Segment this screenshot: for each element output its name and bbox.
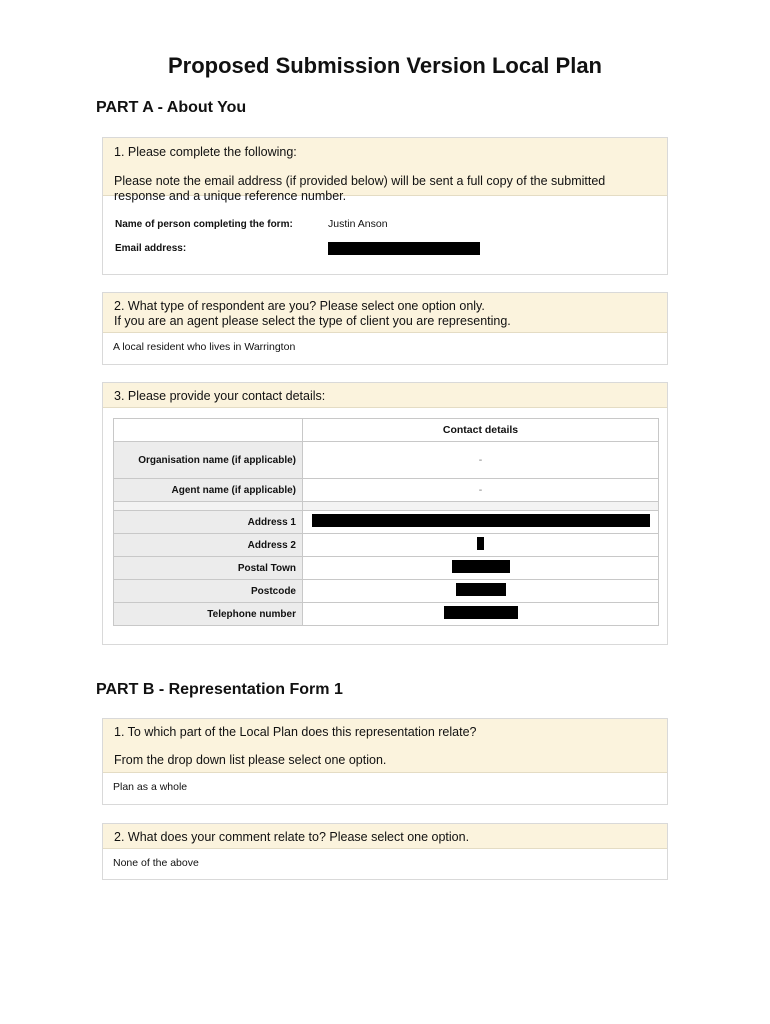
part-a-q1-panel xyxy=(102,137,668,275)
contact-details-header: Contact details xyxy=(303,419,659,442)
part-a-q2-answer: A local resident who lives in Warrington xyxy=(113,341,296,353)
part-b-q1-header xyxy=(103,719,667,773)
email-label: Email address: xyxy=(115,242,187,254)
address2-label: Address 2 xyxy=(114,534,303,557)
name-row xyxy=(103,212,667,236)
email-row xyxy=(103,236,667,260)
part-b-q2-header xyxy=(103,824,667,849)
postcode-redaction xyxy=(456,583,506,596)
part-b-q2-panel xyxy=(102,823,668,880)
organisation-value: - xyxy=(303,442,659,479)
part-a-q2-question-line2: If you are an agent please select the type of client you are representing. xyxy=(114,314,511,328)
postcode-label: Postcode xyxy=(114,580,303,603)
table-row xyxy=(114,603,659,626)
part-b-q2-question: 2. What does your comment relate to? Please select one option. xyxy=(114,830,470,844)
table-row xyxy=(114,511,659,534)
part-b-q1-answer: Plan as a whole xyxy=(113,781,188,793)
table-row xyxy=(114,479,659,502)
part-a-heading: PART A - About You xyxy=(96,99,247,116)
page-title: Proposed Submission Version Local Plan xyxy=(168,53,602,78)
part-a-q1-question: 1. Please complete the following: xyxy=(114,145,297,159)
telephone-redaction xyxy=(444,606,518,619)
part-b-q1-note: From the drop down list please select one option. xyxy=(114,753,387,767)
part-a-q2-question-line1: 2. What type of respondent are you? Please select one option only. xyxy=(114,299,485,313)
table-row xyxy=(114,442,659,479)
part-a-q3-question: 3. Please provide your contact details: xyxy=(114,389,326,403)
email-redaction xyxy=(328,242,480,255)
address1-redaction xyxy=(312,514,650,527)
part-b-q1-question: 1. To which part of the Local Plan does this representation relate? xyxy=(114,725,477,739)
name-label: Name of person completing the form: xyxy=(115,218,293,230)
part-a-q1-note: Please note the email address (if provided below) will be sent a full copy of the submitted response and a unique reference number. xyxy=(114,174,606,203)
part-b-q1-panel xyxy=(102,718,668,805)
table-spacer xyxy=(114,502,659,511)
telephone-label: Telephone number xyxy=(114,603,303,626)
part-a-q2-header xyxy=(103,293,667,333)
table-row xyxy=(114,580,659,603)
agent-name-label: Agent name (if applicable) xyxy=(114,479,303,502)
part-b-q2-answer: None of the above xyxy=(113,857,199,869)
part-b-heading: PART B - Representation Form 1 xyxy=(96,681,343,698)
part-a-q2-panel xyxy=(102,292,668,365)
contact-table-corner xyxy=(114,419,303,442)
part-a-q3-panel xyxy=(102,382,668,645)
contact-details-table xyxy=(113,418,659,626)
address2-redaction xyxy=(477,537,484,550)
postal-town-label: Postal Town xyxy=(114,557,303,580)
agent-name-value: - xyxy=(303,479,659,502)
table-row xyxy=(114,557,659,580)
postal-town-redaction xyxy=(452,560,510,573)
table-row xyxy=(114,534,659,557)
address1-label: Address 1 xyxy=(114,511,303,534)
organisation-label: Organisation name (if applicable) xyxy=(114,442,303,479)
name-value: Justin Anson xyxy=(328,218,388,230)
part-a-q3-header xyxy=(103,383,667,408)
part-a-q1-header xyxy=(103,138,667,203)
